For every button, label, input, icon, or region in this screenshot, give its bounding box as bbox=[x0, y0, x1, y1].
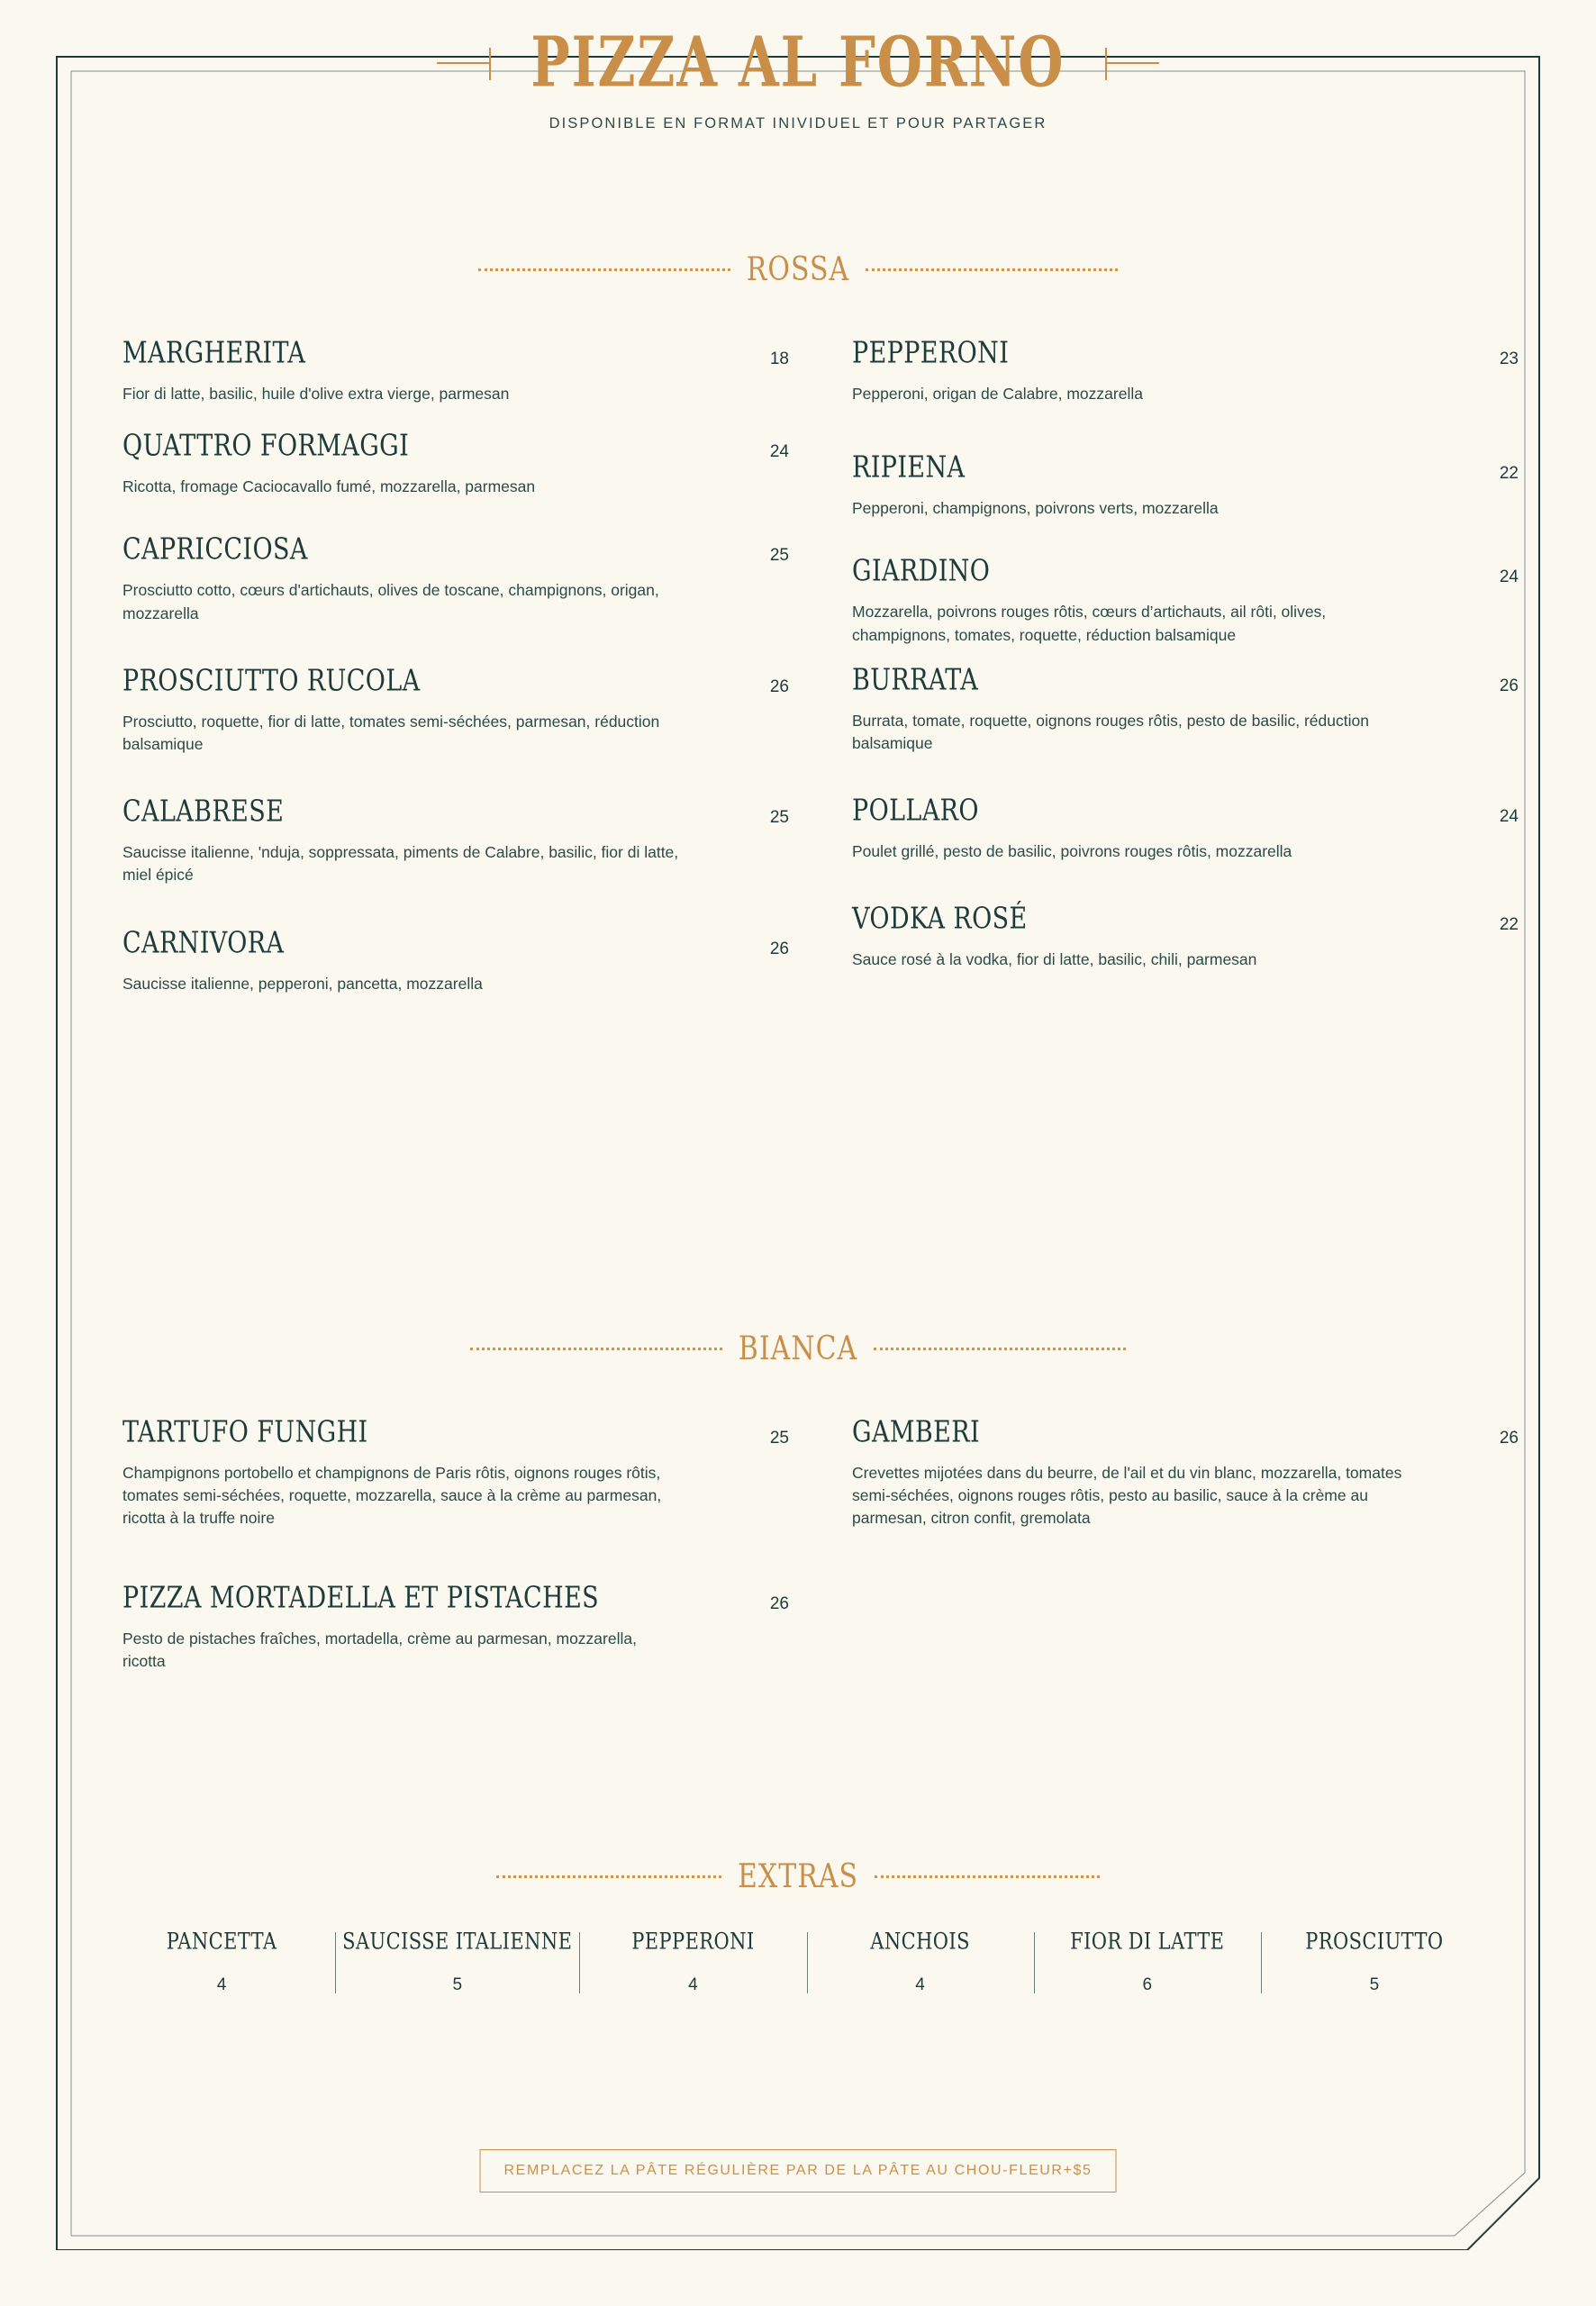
menu-item-price: 25 bbox=[769, 546, 789, 566]
menu-item bbox=[122, 794, 789, 886]
menu-item-description: Crevettes mijotées dans du beurre, de l'ail et du vin blanc, mozzarella, tomates semi-séchées, oignons rouges rôtis, pesto au basilic, sauce à la crème au parmesan, citron confit, gremolata bbox=[852, 1464, 1402, 1528]
extra-item bbox=[579, 1930, 806, 1995]
menu-item-head bbox=[852, 794, 1519, 829]
menu-item-head bbox=[852, 1415, 1519, 1449]
section-label-bianca: BIANCA bbox=[738, 1330, 858, 1368]
menu-item-head bbox=[122, 664, 789, 698]
menu-item-description: Saucisse italienne, pepperoni, pancetta, mozzarella bbox=[122, 974, 483, 993]
extra-item-name: PANCETTA bbox=[166, 1928, 277, 1955]
menu-item-description: Burrata, tomate, roquette, oignons rouges rôtis, pesto de basilic, réduction balsamique bbox=[852, 711, 1369, 752]
menu-item-description: Sauce rosé à la vodka, fior di latte, basilic, chili, parmesan bbox=[852, 950, 1257, 969]
menu-item-description: Fior di latte, basilic, huile d'olive extra vierge, parmesan bbox=[122, 385, 510, 403]
menu-item-name: CALABRESE bbox=[122, 794, 285, 830]
menu-item-price: 25 bbox=[769, 808, 789, 828]
section-divider-rossa bbox=[0, 250, 1596, 289]
menu-item-head bbox=[122, 533, 789, 567]
extra-item-name: PEPPERONI bbox=[631, 1928, 755, 1955]
menu-item-description: Saucisse italienne, 'nduja, soppressata, piments de Calabre, basilic, fior di latte, miel épicé bbox=[122, 843, 679, 885]
menu-item-price: 25 bbox=[769, 1429, 789, 1448]
column-right bbox=[852, 336, 1519, 1021]
menu-item-description: Champignons portobello et champignons de Paris rôtis, oignons rouges rôtis, tomates semi-séchées, roquette, mozzarella, sauce à la crème au parmesan, ricotta à la truffe noire bbox=[122, 1464, 662, 1528]
menu-item bbox=[852, 336, 1519, 405]
divider-dots-left bbox=[470, 1348, 722, 1350]
menu-item-price: 26 bbox=[769, 676, 789, 696]
menu-item-name: POLLARO bbox=[852, 794, 979, 829]
menu-item bbox=[122, 533, 789, 624]
menu-item-name: PEPPERONI bbox=[852, 336, 1010, 370]
menu-item-price: 26 bbox=[769, 1593, 789, 1613]
menu-item-head bbox=[122, 794, 789, 830]
menu-header bbox=[0, 23, 1596, 132]
extra-item bbox=[108, 1930, 335, 1995]
menu-item-head bbox=[852, 903, 1519, 937]
menu-item bbox=[852, 450, 1519, 520]
menu-item bbox=[122, 1415, 789, 1530]
extra-item-price: 5 bbox=[452, 1975, 463, 1994]
divider-dots-right bbox=[874, 1348, 1126, 1350]
menu-item-price: 24 bbox=[1499, 567, 1519, 587]
menu-item bbox=[852, 555, 1519, 646]
extra-item-name: SAUCISSE ITALIENNE bbox=[342, 1928, 573, 1955]
menu-item-price: 26 bbox=[769, 939, 789, 958]
menu-item-price: 24 bbox=[769, 442, 789, 462]
menu-item-name: GIARDINO bbox=[852, 555, 991, 589]
menu-item-price: 26 bbox=[1499, 676, 1519, 695]
menu-item-name: CAPRICCIOSA bbox=[122, 533, 308, 567]
menu-item bbox=[122, 926, 789, 995]
menu-item-name: RIPIENA bbox=[852, 450, 966, 486]
column-left bbox=[122, 1415, 789, 1698]
menu-item-head bbox=[122, 429, 789, 464]
menu-item bbox=[122, 429, 789, 498]
menu-item-head bbox=[852, 555, 1519, 589]
section-label-extras: EXTRAS bbox=[737, 1857, 859, 1896]
menu-item bbox=[122, 664, 789, 756]
menu-item bbox=[122, 1581, 789, 1673]
menu-item bbox=[852, 1415, 1519, 1530]
divider-dots-left bbox=[496, 1875, 721, 1878]
title-rule-left bbox=[437, 62, 491, 64]
menu-item-price: 26 bbox=[1499, 1429, 1519, 1448]
menu-item bbox=[852, 794, 1519, 863]
page-title: PIZZA AL FORNO bbox=[530, 23, 1066, 104]
menu-item-name: CARNIVORA bbox=[122, 926, 285, 960]
menu-item-price: 22 bbox=[1499, 915, 1519, 935]
section-divider-extras bbox=[0, 1857, 1596, 1896]
menu-item-description: Pepperoni, origan de Calabre, mozzarella bbox=[852, 385, 1143, 403]
divider-dots-right bbox=[875, 1875, 1100, 1878]
menu-item-head bbox=[852, 336, 1519, 370]
section-label-rossa: ROSSA bbox=[746, 250, 850, 289]
menu-item-price: 24 bbox=[1499, 807, 1519, 827]
menu-item-price: 23 bbox=[1499, 350, 1519, 368]
extra-item-name: FIOR DI LATTE bbox=[1070, 1928, 1225, 1955]
menu-item-price: 18 bbox=[769, 350, 789, 368]
menu-item-description: Poulet grillé, pesto de basilic, poivrons rouges rôtis, mozzarella bbox=[852, 842, 1292, 861]
menu-item-name: PROSCIUTTO RUCOLA bbox=[122, 664, 421, 698]
column-right bbox=[852, 1415, 1519, 1698]
page-subtitle: DISPONIBLE EN FORMAT INIVIDUEL ET POUR PARTAGER bbox=[549, 115, 1047, 132]
menu-item-name: TARTUFO FUNGHI bbox=[122, 1415, 368, 1449]
menu-item-description: Ricotta, fromage Caciocavallo fumé, mozzarella, parmesan bbox=[122, 477, 536, 496]
column-left bbox=[122, 336, 789, 1021]
title-row bbox=[0, 23, 1596, 104]
menu-item-head bbox=[122, 926, 789, 960]
menu-item-name: GAMBERI bbox=[852, 1415, 981, 1449]
menu-item-head bbox=[122, 336, 789, 370]
menu-item-description: Pesto de pistaches fraîches, mortadella, crème au parmesan, mozzarella, ricotta bbox=[122, 1629, 637, 1670]
extra-item-price: 4 bbox=[688, 1975, 698, 1994]
menu-item bbox=[852, 903, 1519, 971]
menu-item-head bbox=[852, 663, 1519, 697]
title-rule-right bbox=[1105, 62, 1159, 64]
section-items-rossa bbox=[122, 336, 1519, 1021]
divider-dots-right bbox=[866, 268, 1118, 271]
extra-item-price: 4 bbox=[915, 1975, 925, 1994]
menu-item-description: Prosciutto, roquette, fior di latte, tomates semi-séchées, parmesan, réduction balsamique bbox=[122, 712, 660, 753]
extra-item-name: ANCHOIS bbox=[870, 1928, 970, 1955]
extra-item bbox=[1261, 1930, 1488, 1995]
extras-row bbox=[0, 1930, 1596, 1995]
footer-note: REMPLACEZ LA PÂTE RÉGULIÈRE PAR DE LA PÂTE AU CHOU-FLEUR+$5 bbox=[480, 2149, 1117, 2193]
section-divider-bianca bbox=[0, 1330, 1596, 1368]
extra-item-price: 5 bbox=[1369, 1975, 1380, 1994]
section-items-bianca bbox=[122, 1415, 1519, 1698]
menu-item-description: Prosciutto cotto, cœurs d'artichauts, olives de toscane, champignons, origan, mozzarella bbox=[122, 581, 659, 622]
menu-item bbox=[852, 663, 1519, 755]
menu-item-head bbox=[122, 1581, 789, 1615]
menu-item-name: PIZZA MORTADELLA ET PISTACHES bbox=[122, 1581, 600, 1615]
menu-item-description: Pepperoni, champignons, poivrons verts, mozzarella bbox=[852, 499, 1219, 518]
divider-dots-left bbox=[478, 268, 730, 271]
menu-item-name: QUATTRO FORMAGGI bbox=[122, 429, 410, 464]
menu-item-name: VODKA ROSÉ bbox=[852, 903, 1028, 937]
extra-item bbox=[1034, 1930, 1261, 1995]
menu-item-description: Mozzarella, poivrons rouges rôtis, cœurs d’artichauts, ail rôti, olives, champignons, tomates, roquette, réduction balsamique bbox=[852, 603, 1327, 644]
extra-item-price: 4 bbox=[216, 1975, 227, 1994]
menu-item-head bbox=[852, 450, 1519, 486]
extra-item-name: PROSCIUTTO bbox=[1305, 1928, 1444, 1955]
menu-item bbox=[122, 336, 789, 405]
extras-section bbox=[0, 1857, 1596, 1995]
extra-item bbox=[335, 1930, 579, 1995]
menu-item-head bbox=[122, 1415, 789, 1449]
extra-item-price: 6 bbox=[1142, 1975, 1153, 1994]
menu-item-name: MARGHERITA bbox=[122, 336, 306, 370]
menu-item-price: 22 bbox=[1499, 464, 1519, 484]
extra-item bbox=[807, 1930, 1034, 1995]
menu-item-name: BURRATA bbox=[852, 663, 979, 697]
